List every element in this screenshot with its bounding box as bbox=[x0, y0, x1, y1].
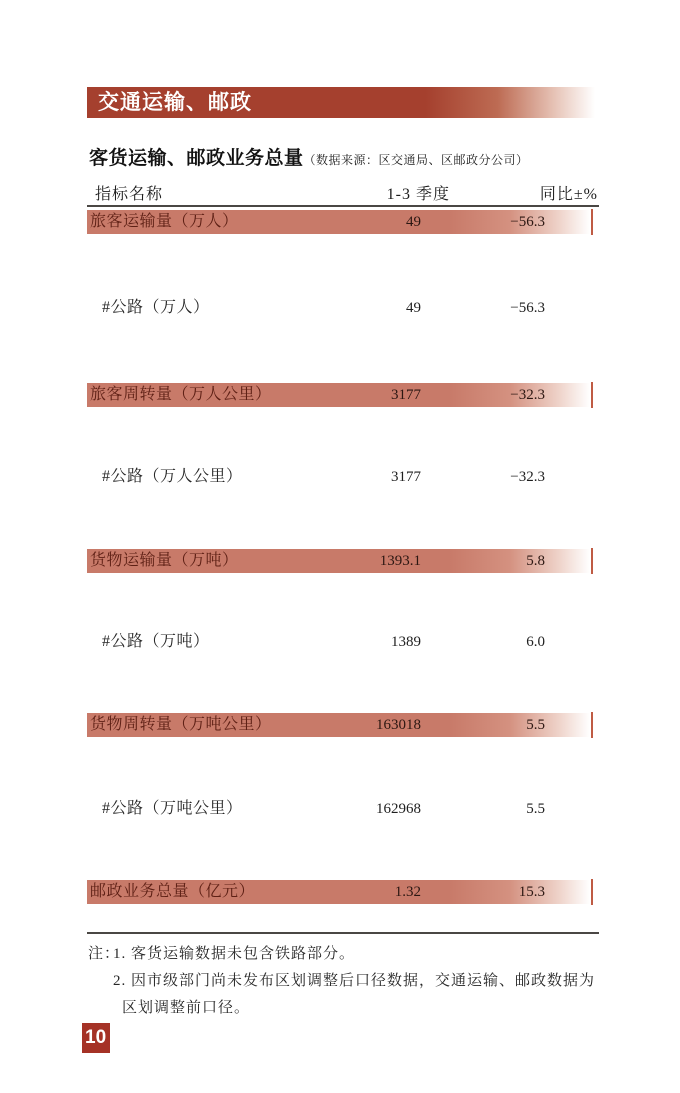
row-label: 货物周转量（万吨公里） bbox=[90, 716, 272, 733]
row-end-tick bbox=[591, 548, 593, 574]
row-period-value: 1389 bbox=[391, 634, 421, 650]
row-label: 货物运输量（万吨） bbox=[90, 552, 239, 569]
row-label: #公路（万人公里） bbox=[102, 468, 243, 485]
table-row bbox=[87, 296, 590, 320]
row-period-value: 3177 bbox=[391, 469, 421, 485]
row-yoy-value: 15.3 bbox=[518, 884, 545, 900]
row-yoy-value: −32.3 bbox=[510, 469, 545, 485]
table-title-line bbox=[89, 143, 609, 170]
row-yoy-value: 6.0 bbox=[526, 634, 545, 650]
row-yoy-value: 5.8 bbox=[526, 553, 545, 569]
column-header-indicator: 指标名称 bbox=[95, 186, 164, 203]
row-end-tick bbox=[591, 209, 593, 235]
row-period-value: 49 bbox=[406, 300, 421, 316]
row-label: #公路（万人） bbox=[102, 299, 210, 316]
row-period-value: 49 bbox=[406, 214, 421, 230]
table-row-highlighted bbox=[87, 880, 590, 904]
table-top-rule bbox=[87, 205, 599, 207]
note-line-1: 1. 客货运输数据未包含铁路部分。 bbox=[113, 946, 356, 962]
row-end-tick bbox=[591, 879, 593, 905]
section-title: 交通运输、邮政 bbox=[98, 91, 252, 114]
row-period-value: 1393.1 bbox=[379, 553, 421, 569]
column-header-yoy: 同比±% bbox=[539, 186, 598, 203]
row-label: 旅客周转量（万人公里） bbox=[90, 386, 272, 403]
data-source-note: （数据来源：区交通局、区邮政分公司） bbox=[303, 153, 529, 167]
row-period-value: 162968 bbox=[376, 801, 421, 817]
row-yoy-value: 5.5 bbox=[526, 717, 545, 733]
row-period-value: 3177 bbox=[391, 387, 421, 403]
row-period-value: 1.32 bbox=[394, 884, 421, 900]
row-label: 邮政业务总量（亿元） bbox=[90, 883, 256, 900]
table-row-highlighted bbox=[87, 383, 590, 407]
row-yoy-value: 5.5 bbox=[526, 801, 545, 817]
note-line-3: 区划调整前口径。 bbox=[122, 1000, 251, 1016]
section-header-bar bbox=[87, 87, 600, 118]
column-header-period: 1-3 季度 bbox=[386, 186, 450, 203]
table-title: 客货运输、邮政业务总量 bbox=[89, 148, 304, 169]
table-row bbox=[87, 630, 590, 654]
table-row-highlighted bbox=[87, 549, 590, 573]
row-yoy-value: −56.3 bbox=[510, 214, 545, 230]
notes-prefix: 注： bbox=[88, 946, 121, 962]
row-end-tick bbox=[591, 382, 593, 408]
row-label: 旅客运输量（万人） bbox=[90, 213, 239, 230]
row-label: #公路（万吨） bbox=[102, 633, 210, 650]
table-row-highlighted bbox=[87, 210, 590, 234]
note-line-2: 2. 因市级部门尚未发布区划调整后口径数据，交通运输、邮政数据为 bbox=[113, 973, 596, 989]
row-yoy-value: −32.3 bbox=[510, 387, 545, 403]
table-row bbox=[87, 465, 590, 489]
table-row bbox=[87, 797, 590, 821]
row-period-value: 163018 bbox=[376, 717, 421, 733]
table-bottom-rule bbox=[87, 932, 599, 934]
row-yoy-value: −56.3 bbox=[510, 300, 545, 316]
page-number-badge: 10 bbox=[82, 1023, 110, 1053]
table-row-highlighted bbox=[87, 713, 590, 737]
row-label: #公路（万吨公里） bbox=[102, 800, 243, 817]
row-end-tick bbox=[591, 712, 593, 738]
